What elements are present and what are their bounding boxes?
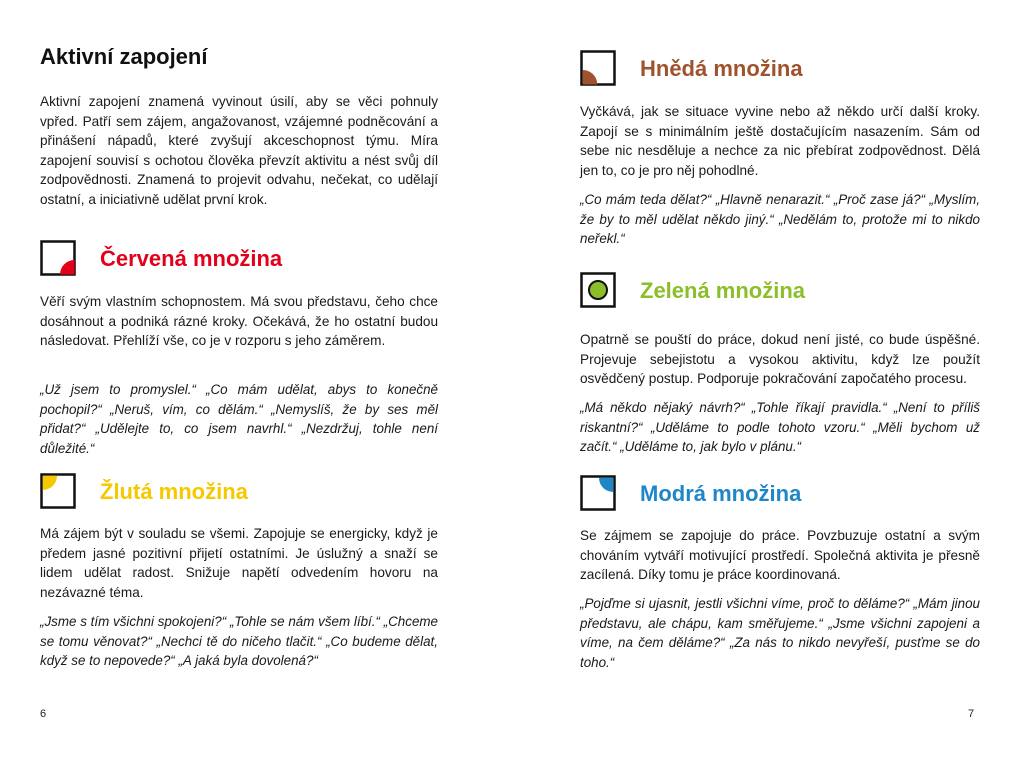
green-set-quotes-block bbox=[580, 398, 980, 457]
red-quarter-icon bbox=[40, 240, 76, 276]
green-set-body bbox=[580, 330, 980, 389]
red-set-title: Červená množina bbox=[100, 246, 283, 271]
blue-set-quotes: „Pojďme si ujasnit, jestli všichni víme, proč to děláme?“ „Mám jinou představu, ale chápu, kam směřujeme.“ „Jsme všichni zapojeni a víme, na čem děláme?“ „Za nás to nikdo nevyřeší, pusťme se do toho.“ bbox=[580, 596, 980, 670]
intro-paragraph: Aktivní zapojení znamená vyvinout úsilí, aby se věci pohnuly vpřed. Patří sem zájem, angažovanost, vzájemné podněcování a přinášení nápadů, které zvyšují akceschopnost týmu. Míra zapojení souvisí s ochotou člověka převzít aktivitu a nést svůj díl zodpovědnosti. Znamená to projevit odvahu, nečekat, co udělají ostatní, a iniciativně udělat první krok. bbox=[40, 94, 438, 207]
intro-block bbox=[40, 92, 438, 209]
red-set-body bbox=[40, 292, 438, 351]
yellow-set-description: Má zájem být v souladu se všemi. Zapojuje se energicky, když je předem jasné pozitivní přijetí ostatními. Je úslužný a snaží se lidem udělat radost. Snižuje napětí odvedením hovoru na nezávazné téma. bbox=[40, 526, 438, 600]
blue-set-header bbox=[580, 475, 1000, 515]
blue-corner-icon bbox=[580, 475, 616, 511]
brown-set-header bbox=[580, 50, 1000, 90]
yellow-set-header bbox=[40, 473, 440, 513]
green-set-description: Opatrně se pouští do práce, dokud není jisté, co bude úspěšné. Projevuje sebejistotu a vysokou aktivitu, když lze použít osvědčený postup. Podporuje pokračování započatého procesu. bbox=[580, 332, 980, 386]
green-circle-icon bbox=[580, 272, 616, 308]
brown-quarter-icon bbox=[580, 50, 616, 86]
red-set-header bbox=[40, 240, 440, 280]
red-set-description: Věří svým vlastním schopnostem. Má svou představu, čeho chce dosáhnout a podniká rázné kroky. Očekává, že ho ostatní budou následovat. Přehlíží vše, co je v rozporu s jeho záměrem. bbox=[40, 294, 438, 348]
red-set-quotes: „Už jsem to promyslel.“ „Co mám udělat, abys to konečně pochopil?“ „Neruš, vím, co dělám.“ „Nemyslíš, že by ses měl přidat?“ „Udělejte to, co jsem navrhl.“ „Nezdržuj, tohle není důležité.“ bbox=[40, 382, 438, 456]
yellow-corner-icon bbox=[40, 473, 76, 509]
brown-set-quotes: „Co mám teda dělat?“ „Hlavně nenarazit.“ „Proč zase já?“ „Myslím, že by to měl udělat někdo jiný.“ „Nedělám to, protože mi to nikdo neřekl.“ bbox=[580, 192, 980, 246]
yellow-set-quotes-block bbox=[40, 612, 438, 671]
brown-set-body bbox=[580, 102, 980, 180]
yellow-set-title: Žlutá množina bbox=[100, 479, 248, 504]
green-set-header bbox=[580, 272, 1000, 312]
blue-set-title: Modrá množina bbox=[640, 481, 802, 506]
page-number-right: 7 bbox=[968, 708, 975, 720]
yellow-set-body bbox=[40, 524, 438, 602]
brown-set-description: Vyčkává, jak se situace vyvine nebo až někdo určí další kroky. Zapojí se s minimálním ještě dostačujícím nasazením. Sám od sebe nic nesděluje a nechce za nic přebírat zodpovědnost. Dělá jen to, co je pro něj pohodlné. bbox=[580, 104, 980, 178]
green-set-title: Zelená množina bbox=[640, 278, 806, 303]
blue-set-quotes-block bbox=[580, 594, 980, 672]
page-number-left: 6 bbox=[40, 708, 47, 720]
blue-set-description: Se zájmem se zapojuje do práce. Povzbuzuje ostatní a svým chováním vytváří motivující prostředí. Společná aktivita je přesně zacílená. Díky tomu je práce koordinovaná. bbox=[580, 528, 980, 582]
blue-set-body bbox=[580, 526, 980, 585]
page-title: Aktivní zapojení bbox=[40, 44, 208, 69]
green-set-quotes: „Má někdo nějaký návrh?“ „Tohle říkají pravidla.“ „Není to příliš riskantní?“ „Uděláme to podle tohoto vzoru.“ „Měli bychom už začít.“ „Uděláme to, jak bylo v plánu.“ bbox=[580, 400, 980, 454]
brown-set-title: Hnědá množina bbox=[640, 56, 803, 81]
brown-set-quotes-block bbox=[580, 190, 980, 249]
red-set-quotes-block bbox=[40, 380, 438, 458]
yellow-set-quotes: „Jsme s tím všichni spokojeni?“ „Tohle se nám všem líbí.“ „Chceme se tomu věnovat?“ „Nechci tě do ničeho tlačit.“ „Co budeme dělat, když se to nepovede?“ „A jaká byla dovolená?“ bbox=[40, 614, 438, 668]
